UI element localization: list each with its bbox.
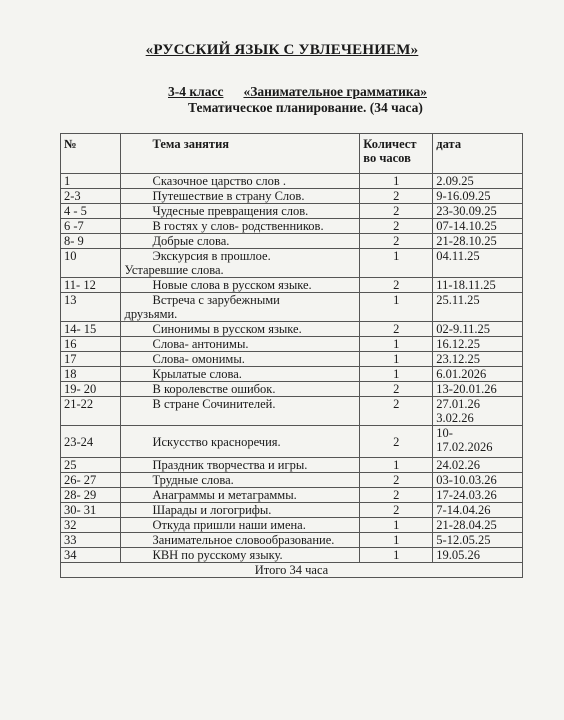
lesson-topic-cell [121, 293, 360, 322]
lesson-topic: Слова- омонимы. [152, 352, 245, 366]
lesson-date: 16.12.25 [436, 337, 481, 351]
lesson-date-cell [433, 382, 523, 397]
lesson-date-continuation: 3.02.26 [436, 411, 474, 425]
lesson-topic-continuation: Устаревшие слова. [124, 263, 224, 277]
lesson-number-cell: 16 [61, 337, 121, 352]
table-row [61, 548, 523, 563]
lesson-date: 27.01.26 [436, 397, 481, 411]
total-row [61, 563, 523, 578]
table-body [61, 174, 523, 563]
lesson-number-cell: 14- 15 [61, 322, 121, 337]
lesson-date-cell [433, 426, 523, 458]
lesson-date: 19.05.26 [436, 548, 481, 562]
lesson-topic: Анаграммы и метаграммы. [152, 488, 297, 502]
lesson-topic: Добрые слова. [152, 234, 230, 248]
lesson-topic: Трудные слова. [152, 473, 234, 487]
lesson-date-cell [433, 219, 523, 234]
lesson-number-cell: 4 - 5 [61, 204, 121, 219]
lesson-hours-cell: 2 [360, 234, 433, 249]
table-row [61, 322, 523, 337]
lesson-topic: Экскурсия в прошлое. [152, 249, 271, 263]
table-header-row [61, 134, 523, 174]
column-header-date: дата [433, 134, 523, 174]
lesson-topic: Шарады и логогрифы. [152, 503, 272, 517]
lesson-date: 23.12.25 [436, 352, 481, 366]
lesson-topic: Новые слова в русском языке. [152, 278, 312, 292]
lesson-number-cell: 23-24 [61, 426, 121, 458]
lesson-topic-cell [121, 322, 360, 337]
lesson-number-cell: 30- 31 [61, 503, 121, 518]
lesson-topic-cell [121, 278, 360, 293]
grade-label: 3-4 класс [168, 84, 224, 99]
lesson-topic: Слова- антонимы. [152, 337, 249, 351]
lesson-topic-cell [121, 234, 360, 249]
lesson-topic-cell [121, 518, 360, 533]
table-row [61, 397, 523, 426]
lesson-hours-cell: 1 [360, 367, 433, 382]
lesson-topic-cell [121, 367, 360, 382]
column-header-hours [360, 134, 433, 174]
planning-heading: Тематическое планирование. (34 часа) [188, 100, 423, 115]
table-row [61, 204, 523, 219]
table-row [61, 503, 523, 518]
hours-header-line-1: Количест [363, 137, 417, 151]
table-row [61, 189, 523, 204]
course-subtitle [168, 84, 427, 100]
lesson-date: 11-18.11.25 [436, 278, 496, 292]
lesson-date-cell [433, 518, 523, 533]
table-row [61, 278, 523, 293]
lesson-topic: Крылатые слова. [152, 367, 242, 381]
table-row [61, 533, 523, 548]
lesson-date: 25.11.25 [436, 293, 480, 307]
lesson-topic-cell [121, 249, 360, 278]
lesson-number-cell: 11- 12 [61, 278, 121, 293]
lesson-topic: Чудесные превращения слов. [152, 204, 309, 218]
lesson-date-cell [433, 322, 523, 337]
lesson-number-cell: 8- 9 [61, 234, 121, 249]
lesson-date: 5-12.05.25 [436, 533, 491, 547]
lesson-topic-cell [121, 533, 360, 548]
lesson-date: 17-24.03.26 [436, 488, 497, 502]
lesson-date: 21-28.10.25 [436, 234, 497, 248]
lesson-topic-cell [121, 382, 360, 397]
lesson-number-cell: 1 [61, 174, 121, 189]
lesson-hours-cell: 1 [360, 533, 433, 548]
document-title: «РУССКИЙ ЯЗЫК С УВЛЕЧЕНИЕМ» [145, 42, 419, 58]
lesson-date-cell [433, 397, 523, 426]
lesson-date-cell [433, 458, 523, 473]
column-header-number: № [61, 134, 121, 174]
lesson-topic-cell [121, 426, 360, 458]
lesson-number-cell: 33 [61, 533, 121, 548]
lesson-date: 10- [436, 426, 453, 440]
lesson-date: 03-10.03.26 [436, 473, 497, 487]
lesson-date: 24.02.26 [436, 458, 481, 472]
lesson-number-cell: 17 [61, 352, 121, 367]
lesson-date: 02-9.11.25 [436, 322, 490, 336]
table-row [61, 367, 523, 382]
lesson-hours-cell: 2 [360, 397, 433, 426]
lesson-date-continuation: 17.02.2026 [436, 440, 493, 454]
lesson-date-cell [433, 367, 523, 382]
lesson-number-cell: 10 [61, 249, 121, 278]
lesson-number-cell: 21-22 [61, 397, 121, 426]
lesson-date: 21-28.04.25 [436, 518, 497, 532]
lesson-topic: Откуда пришли наши имена. [152, 518, 306, 532]
lesson-topic: Сказочное царство слов . [152, 174, 286, 188]
lesson-date-cell [433, 503, 523, 518]
lesson-topic-cell [121, 503, 360, 518]
lesson-topic-cell [121, 458, 360, 473]
hours-header-line-2: во часов [363, 151, 411, 165]
lesson-topic-cell [121, 397, 360, 426]
table-row [61, 293, 523, 322]
lesson-topic-cell [121, 548, 360, 563]
lesson-hours-cell: 2 [360, 189, 433, 204]
lesson-hours-cell: 2 [360, 426, 433, 458]
lesson-date-cell [433, 473, 523, 488]
lesson-number-cell: 6 -7 [61, 219, 121, 234]
lesson-hours-cell: 2 [360, 278, 433, 293]
table-row [61, 174, 523, 189]
lesson-hours-cell: 2 [360, 322, 433, 337]
lesson-date: 04.11.25 [436, 249, 480, 263]
lesson-date-cell [433, 352, 523, 367]
lesson-hours-cell: 2 [360, 382, 433, 397]
lesson-number-cell: 32 [61, 518, 121, 533]
course-name: «Занимательное грамматика» [243, 84, 427, 99]
lesson-number-cell: 34 [61, 548, 121, 563]
lesson-hours-cell: 1 [360, 249, 433, 278]
table-row [61, 219, 523, 234]
lesson-hours-cell: 1 [360, 458, 433, 473]
lesson-topic: Путешествие в страну Слов. [152, 189, 305, 203]
lesson-topic: Искусство красноречия. [152, 434, 281, 449]
lesson-hours-cell: 2 [360, 473, 433, 488]
lesson-date: 23-30.09.25 [436, 204, 497, 218]
lesson-hours-cell: 1 [360, 548, 433, 563]
schedule-table [60, 133, 523, 578]
lesson-topic: В стране Сочинителей. [152, 397, 276, 411]
lesson-hours-cell: 2 [360, 503, 433, 518]
lesson-number-cell: 25 [61, 458, 121, 473]
lesson-hours-cell: 1 [360, 352, 433, 367]
lesson-hours-cell: 1 [360, 174, 433, 189]
table-row [61, 473, 523, 488]
lesson-date-cell [433, 234, 523, 249]
column-header-topic [121, 134, 360, 174]
lesson-date-cell [433, 174, 523, 189]
table-row [61, 337, 523, 352]
lesson-hours-cell: 2 [360, 219, 433, 234]
column-header-topic-label: Тема занятия [152, 137, 230, 151]
table-row [61, 234, 523, 249]
lesson-topic: Встреча с зарубежными [152, 293, 280, 307]
lesson-date-cell [433, 293, 523, 322]
lesson-hours-cell: 1 [360, 293, 433, 322]
lesson-topic-cell [121, 189, 360, 204]
lesson-date-cell [433, 189, 523, 204]
lesson-topic-cell [121, 337, 360, 352]
lesson-topic: Синонимы в русском языке. [152, 322, 302, 336]
lesson-date-cell [433, 337, 523, 352]
table-row [61, 426, 523, 458]
lesson-date-cell [433, 249, 523, 278]
lesson-number-cell: 19- 20 [61, 382, 121, 397]
lesson-hours-cell: 1 [360, 337, 433, 352]
table-row [61, 382, 523, 397]
lesson-date: 07-14.10.25 [436, 219, 497, 233]
lesson-topic-cell [121, 488, 360, 503]
lesson-topic-cell [121, 352, 360, 367]
lesson-date-cell [433, 204, 523, 219]
lesson-topic: В королевстве ошибок. [152, 382, 276, 396]
lesson-topic: КВН по русскому языку. [152, 548, 283, 562]
lesson-topic: Праздник творчества и игры. [152, 458, 308, 472]
lesson-number-cell: 28- 29 [61, 488, 121, 503]
lesson-date-cell [433, 488, 523, 503]
lesson-hours-cell: 2 [360, 204, 433, 219]
lesson-hours-cell: 1 [360, 518, 433, 533]
lesson-date: 9-16.09.25 [436, 189, 491, 203]
lesson-topic-cell [121, 174, 360, 189]
lesson-topic: Занимательное словообразование. [152, 533, 335, 547]
total-cell: Итого 34 часа [61, 563, 523, 578]
lesson-date: 7-14.04.26 [436, 503, 491, 517]
lesson-topic-cell [121, 473, 360, 488]
lesson-date-cell [433, 533, 523, 548]
lesson-number-cell: 13 [61, 293, 121, 322]
table-row [61, 518, 523, 533]
table-row [61, 488, 523, 503]
lesson-date: 6.01.2026 [436, 367, 487, 381]
lesson-topic-continuation: друзьями. [124, 307, 178, 321]
table-row [61, 458, 523, 473]
lesson-date: 2.09.25 [436, 174, 474, 188]
table-row [61, 352, 523, 367]
lesson-topic-cell [121, 219, 360, 234]
lesson-number-cell: 26- 27 [61, 473, 121, 488]
lesson-topic: В гостях у слов- родственников. [152, 219, 324, 233]
lesson-date-cell [433, 278, 523, 293]
lesson-date-cell [433, 548, 523, 563]
table-row [61, 249, 523, 278]
lesson-date: 13-20.01.26 [436, 382, 497, 396]
lesson-topic-cell [121, 204, 360, 219]
lesson-number-cell: 2-3 [61, 189, 121, 204]
lesson-number-cell: 18 [61, 367, 121, 382]
lesson-hours-cell: 2 [360, 488, 433, 503]
